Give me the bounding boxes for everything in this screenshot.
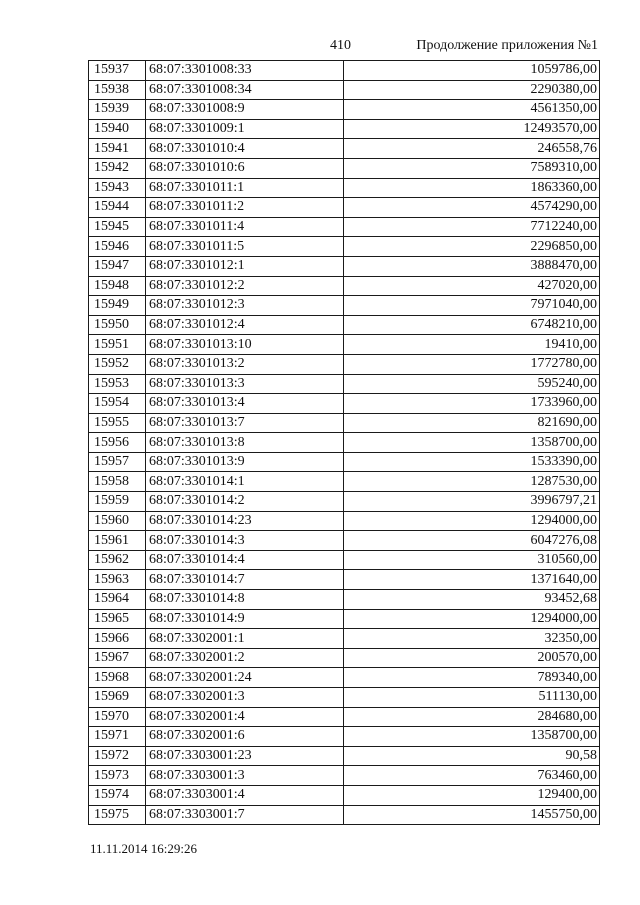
row-number: 15957 [89,452,146,472]
cadastral-value: 427020,00 [344,276,600,296]
cadastral-value: 1294000,00 [344,511,600,531]
cadastral-number: 68:07:3301014:8 [146,590,344,610]
cadastral-number: 68:07:3301012:2 [146,276,344,296]
row-number: 15960 [89,511,146,531]
table-row [89,688,600,708]
cadastral-number: 68:07:3301013:8 [146,433,344,453]
cadastral-value: 246558,76 [344,139,600,159]
cadastral-number: 68:07:3301014:7 [146,570,344,590]
cadastral-value: 789340,00 [344,668,600,688]
cadastral-value: 19410,00 [344,335,600,355]
row-number: 15958 [89,472,146,492]
table-row [89,492,600,512]
cadastral-value: 284680,00 [344,707,600,727]
cadastral-number: 68:07:3302001:3 [146,688,344,708]
cadastral-number: 68:07:3301011:5 [146,237,344,257]
row-number: 15943 [89,178,146,198]
table-row [89,178,600,198]
cadastral-value: 7589310,00 [344,158,600,178]
cadastral-number: 68:07:3303001:3 [146,766,344,786]
cadastral-number: 68:07:3301010:4 [146,139,344,159]
cadastral-value: 3996797,21 [344,492,600,512]
table-row [89,727,600,747]
cadastral-value: 93452,68 [344,590,600,610]
cadastral-number: 68:07:3301013:4 [146,394,344,414]
row-number: 15967 [89,648,146,668]
cadastral-value: 4574290,00 [344,198,600,218]
table-row [89,511,600,531]
cadastral-number: 68:07:3301014:1 [146,472,344,492]
table-row [89,374,600,394]
row-number: 15948 [89,276,146,296]
row-number: 15965 [89,609,146,629]
cadastral-number: 68:07:3301009:1 [146,119,344,139]
cadastral-value: 763460,00 [344,766,600,786]
cadastral-number: 68:07:3301011:2 [146,198,344,218]
cadastral-value: 1863360,00 [344,178,600,198]
row-number: 15975 [89,805,146,825]
table-row [89,472,600,492]
table-row [89,100,600,120]
row-number: 15972 [89,746,146,766]
cadastral-value: 1358700,00 [344,433,600,453]
cadastral-number: 68:07:3301014:2 [146,492,344,512]
cadastral-number: 68:07:3302001:6 [146,727,344,747]
table-row [89,452,600,472]
row-number: 15954 [89,394,146,414]
table-row [89,61,600,81]
table-row [89,550,600,570]
cadastral-value: 7971040,00 [344,296,600,316]
row-number: 15973 [89,766,146,786]
cadastral-value: 2296850,00 [344,237,600,257]
table-body [89,61,600,825]
cadastral-number: 68:07:3301013:2 [146,354,344,374]
page-number: 410 [330,38,351,53]
table-row [89,648,600,668]
table-row [89,746,600,766]
cadastral-number: 68:07:3303001:4 [146,785,344,805]
cadastral-value: 1287530,00 [344,472,600,492]
cadastral-number: 68:07:3301010:6 [146,158,344,178]
table-row [89,237,600,257]
row-number: 15963 [89,570,146,590]
row-number: 15949 [89,296,146,316]
cadastral-number: 68:07:3302001:2 [146,648,344,668]
row-number: 15964 [89,590,146,610]
cadastral-value: 6047276,08 [344,531,600,551]
row-number: 15945 [89,217,146,237]
table-row [89,707,600,727]
table-row [89,785,600,805]
table-row [89,531,600,551]
cadastral-value: 7712240,00 [344,217,600,237]
cadastral-number: 68:07:3301013:10 [146,335,344,355]
row-number: 15951 [89,335,146,355]
row-number: 15955 [89,413,146,433]
row-number: 15966 [89,629,146,649]
appendix-continuation-title: Продолжение приложения №1 [416,38,598,53]
table-row [89,766,600,786]
row-number: 15944 [89,198,146,218]
cadastral-values-table [88,60,600,825]
cadastral-value: 1371640,00 [344,570,600,590]
cadastral-number: 68:07:3301008:34 [146,80,344,100]
cadastral-value: 1059786,00 [344,61,600,81]
row-number: 15950 [89,315,146,335]
table-row [89,315,600,335]
cadastral-number: 68:07:3302001:1 [146,629,344,649]
cadastral-number: 68:07:3301008:9 [146,100,344,120]
cadastral-value: 2290380,00 [344,80,600,100]
cadastral-number: 68:07:3301013:3 [146,374,344,394]
row-number: 15953 [89,374,146,394]
row-number: 15956 [89,433,146,453]
cadastral-value: 129400,00 [344,785,600,805]
row-number: 15947 [89,256,146,276]
cadastral-number: 68:07:3302001:4 [146,707,344,727]
table-row [89,413,600,433]
cadastral-value: 511130,00 [344,688,600,708]
table-row [89,335,600,355]
cadastral-number: 68:07:3301014:4 [146,550,344,570]
cadastral-value: 3888470,00 [344,256,600,276]
table-row [89,570,600,590]
table-row [89,668,600,688]
table-row [89,158,600,178]
row-number: 15968 [89,668,146,688]
row-number: 15942 [89,158,146,178]
cadastral-number: 68:07:3301014:3 [146,531,344,551]
cadastral-number: 68:07:3301012:3 [146,296,344,316]
cadastral-number: 68:07:3303001:7 [146,805,344,825]
table-row [89,119,600,139]
table-row [89,217,600,237]
table-row [89,609,600,629]
cadastral-number: 68:07:3301012:4 [146,315,344,335]
table-row [89,394,600,414]
row-number: 15971 [89,727,146,747]
table-row [89,433,600,453]
table-row [89,296,600,316]
cadastral-value: 310560,00 [344,550,600,570]
row-number: 15938 [89,80,146,100]
cadastral-value: 1294000,00 [344,609,600,629]
row-number: 15940 [89,119,146,139]
cadastral-value: 4561350,00 [344,100,600,120]
cadastral-number: 68:07:3301008:33 [146,61,344,81]
table-row [89,629,600,649]
cadastral-number: 68:07:3301011:4 [146,217,344,237]
row-number: 15941 [89,139,146,159]
cadastral-value: 32350,00 [344,629,600,649]
row-number: 15946 [89,237,146,257]
cadastral-value: 1455750,00 [344,805,600,825]
cadastral-number: 68:07:3301014:9 [146,609,344,629]
cadastral-value: 12493570,00 [344,119,600,139]
table-row [89,198,600,218]
row-number: 15952 [89,354,146,374]
cadastral-number: 68:07:3302001:24 [146,668,344,688]
row-number: 15962 [89,550,146,570]
row-number: 15969 [89,688,146,708]
row-number: 15939 [89,100,146,120]
row-number: 15959 [89,492,146,512]
table-row [89,805,600,825]
print-timestamp: 11.11.2014 16:29:26 [90,841,198,856]
cadastral-value: 6748210,00 [344,315,600,335]
cadastral-value: 1772780,00 [344,354,600,374]
cadastral-value: 1733960,00 [344,394,600,414]
cadastral-number: 68:07:3301012:1 [146,256,344,276]
cadastral-value: 200570,00 [344,648,600,668]
row-number: 15961 [89,531,146,551]
cadastral-value: 90,58 [344,746,600,766]
row-number: 15970 [89,707,146,727]
table-row [89,354,600,374]
table-row [89,590,600,610]
cadastral-number: 68:07:3301011:1 [146,178,344,198]
table-row [89,139,600,159]
cadastral-value: 595240,00 [344,374,600,394]
row-number: 15974 [89,785,146,805]
cadastral-value: 821690,00 [344,413,600,433]
cadastral-number: 68:07:3301013:7 [146,413,344,433]
table-row [89,80,600,100]
table-row [89,276,600,296]
cadastral-value: 1358700,00 [344,727,600,747]
cadastral-value: 1533390,00 [344,452,600,472]
cadastral-number: 68:07:3301013:9 [146,452,344,472]
row-number: 15937 [89,61,146,81]
cadastral-number: 68:07:3303001:23 [146,746,344,766]
cadastral-number: 68:07:3301014:23 [146,511,344,531]
table-row [89,256,600,276]
